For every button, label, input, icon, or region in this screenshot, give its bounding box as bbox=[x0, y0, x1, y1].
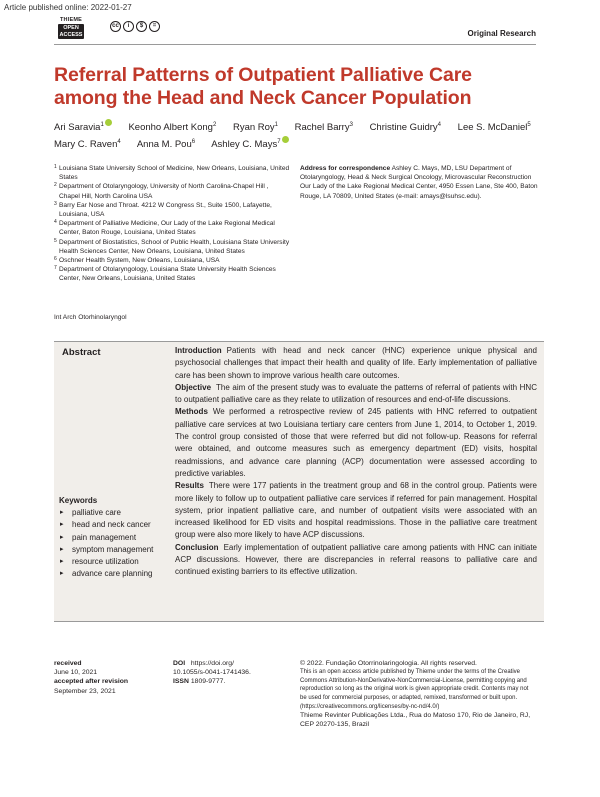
identifiers-block bbox=[173, 659, 283, 687]
author-affiliation-number: 1 bbox=[100, 122, 104, 128]
license-icons bbox=[110, 21, 160, 32]
affiliation bbox=[54, 182, 290, 200]
nc-icon: $ bbox=[136, 21, 147, 32]
affiliation-text: Oschner Health System, New Orleans, Louisiana, USA bbox=[59, 257, 220, 265]
orcid-icon[interactable] bbox=[282, 136, 289, 143]
affiliation-text: Department of Otolaryngology, University of North Carolina-Chapel Hill , Chapel Hill, North Carolina USA bbox=[59, 183, 269, 200]
received-label: received bbox=[54, 660, 82, 667]
affiliation-text: Barry Ear Nose and Throat. 4212 W Congress St., Suite 1500, Lafayette, Louisiana, USA bbox=[59, 201, 272, 219]
nd-icon: = bbox=[149, 21, 160, 32]
by-icon: i bbox=[123, 21, 134, 32]
author-name: Rachel Barry bbox=[294, 122, 350, 134]
abstract-section-text: There were 177 patients in the treatment group and 68 in the control group. Patients were more likely to follow up to outpatient palliative care services if referred for pain management. Hospital system, prior inpatient palliative care, and number of outpatient visits were associated with an increased likelihood for ED visits and hospital readmissions. Those in the palliative care treatment group were also more likely to have ACP discussions. bbox=[175, 481, 537, 540]
received-date: June 10, 2021 bbox=[54, 669, 98, 677]
publication-date: Article published online: 2022-01-27 bbox=[4, 3, 132, 12]
author-name: Lee S. McDaniel bbox=[457, 122, 528, 134]
keyword-item: ▸ symptom management bbox=[59, 544, 171, 556]
issn-number: 1809-9777. bbox=[190, 678, 226, 686]
author bbox=[54, 139, 121, 150]
accepted-label: accepted after revision bbox=[54, 678, 129, 686]
keyword-item: ▸ head and neck cancer bbox=[59, 519, 171, 531]
abstract-section bbox=[175, 480, 537, 541]
author-name: Mary C. Raven bbox=[54, 139, 118, 151]
author-affiliation-number: 5 bbox=[527, 122, 531, 128]
author bbox=[295, 122, 353, 133]
affiliation-number: 7 bbox=[54, 265, 57, 272]
affiliation-text: Department of Otolaryngology, Louisiana State University Health Sciences Center, New Orleans, Louisiana, United States bbox=[59, 266, 276, 283]
abstract-section-text: The aim of the present study was to evaluate the patterns of referral of patients with HNC to outpatient palliative care as they relate to utilization of resources and end-of-life discussions. bbox=[175, 382, 537, 405]
affiliation-number: 5 bbox=[54, 237, 57, 244]
keywords-heading: Keywords bbox=[59, 496, 98, 505]
abstract-section-text: Patients with head and neck cancer (HNC) experience unique physical and psychosocial challenges that impact their health and quality of life. Early implementation of palliative care has been shown to improve various health care outcomes. bbox=[175, 346, 537, 380]
dates-block bbox=[54, 659, 154, 696]
abstract-heading: Abstract bbox=[62, 347, 101, 358]
author-affiliation-number: 2 bbox=[212, 122, 217, 128]
keyword-item: ▸ pain management bbox=[59, 532, 171, 544]
affiliation bbox=[54, 238, 290, 256]
author bbox=[128, 122, 216, 133]
cc-icon: cc bbox=[110, 21, 121, 32]
copyright-block bbox=[300, 659, 536, 730]
issn-label: ISSN bbox=[173, 678, 189, 686]
doi-number[interactable]: 10.1055/s-0041-1741436. bbox=[173, 669, 251, 677]
affiliation-list bbox=[54, 164, 290, 284]
header-rule bbox=[54, 44, 536, 45]
affiliation-number: 1 bbox=[54, 164, 57, 170]
author-list bbox=[54, 118, 554, 152]
correspondence-text: Ashley C. Mays, MD, LSU Department of Otolaryngology, Head & Neck Surgical Oncology, Microvascular Reconstruction Our Lady of the Lake Regional Medical Center, 4950 Essen Lane, Ste 400, Baton Rouge, LA 70809, United States (e-mail: amays@lsuhsc.edu). bbox=[300, 165, 538, 200]
affiliation-number: 6 bbox=[54, 256, 57, 263]
author bbox=[370, 122, 441, 133]
affiliation-number: 3 bbox=[54, 200, 57, 207]
logo-line-2: OPEN bbox=[63, 25, 79, 31]
abstract-section-label: Results bbox=[175, 481, 204, 491]
affiliation-text: Louisiana State University School of Medicine, New Orleans, Louisiana, United States bbox=[59, 165, 290, 182]
article-type: Original Research bbox=[467, 29, 536, 38]
keyword-item: ▸ resource utilization bbox=[59, 556, 171, 568]
affiliation-number: 4 bbox=[54, 219, 57, 226]
affiliation bbox=[54, 265, 290, 283]
keyword-list bbox=[59, 507, 171, 581]
affiliation-text: Department of Palliative Medicine, Our Lady of the Lake Regional Medical Center, Baton Rouge, Louisiana, United States bbox=[59, 220, 275, 237]
author-name: Christine Guidry bbox=[369, 122, 438, 134]
affiliation bbox=[54, 164, 290, 182]
affiliation bbox=[54, 201, 290, 219]
abstract-section bbox=[175, 345, 537, 382]
author bbox=[54, 122, 112, 133]
affiliation bbox=[54, 219, 290, 237]
author-name: Ryan Roy bbox=[232, 122, 275, 134]
author-affiliation-number: 1 bbox=[274, 122, 279, 128]
abstract-section-label: Conclusion bbox=[175, 542, 219, 552]
correspondence-label: Address for correspondence bbox=[300, 165, 391, 172]
keyword-item: ▸ advance care planning bbox=[59, 568, 171, 580]
author-name: Ari Saravia bbox=[54, 122, 101, 134]
affiliation-number: 2 bbox=[54, 182, 57, 189]
abstract-section bbox=[175, 406, 537, 480]
author-affiliation-number: 6 bbox=[191, 139, 196, 146]
journal-name: Int Arch Otorhinolaryngol bbox=[54, 314, 127, 321]
accepted-date: September 23, 2021 bbox=[54, 687, 116, 695]
author-affiliation-number: 7 bbox=[277, 139, 281, 146]
abstract-section bbox=[175, 542, 537, 579]
author-affiliation-number: 4 bbox=[437, 122, 442, 128]
doi-label: DOI bbox=[173, 660, 186, 667]
author-name: Ashley C. Mays bbox=[211, 139, 278, 151]
abstract-section-label: Objective bbox=[175, 382, 212, 392]
abstract-section-text: We performed a retrospective review of 245 patients with HNC referred to outpatient palliative care services at two Louisiana tertiary care centers from June 1, 2014, to October 1, 2019. The control group consisted of those that were referred but did not follow-up. Reasons for referral were obtained, and outcome measures such as emergency department (ED) visits, hospital readmissions, and advance care planning (ACP) documentation were assessed according to predictive variables. bbox=[175, 407, 537, 478]
copyright-line: © 2022. Fundação Otorrinolaringologia. All rights reserved. bbox=[300, 660, 477, 667]
affiliation-text: Department of Biostatistics, School of Public Health, Louisiana State University Health Sciences Center, New Orleans, Louisiana, United States bbox=[59, 238, 290, 255]
publisher-address: Thieme Revinter Publicações Ltda., Rua do Matoso 170, Rio de Janeiro, RJ, CEP 20270-135, Brazil bbox=[300, 712, 531, 729]
author-affiliation-number: 4 bbox=[117, 139, 121, 146]
author-name: Keonho Albert Kong bbox=[128, 122, 213, 134]
abstract-section-label: Methods bbox=[175, 407, 208, 417]
affiliation bbox=[54, 256, 290, 265]
keyword-item: ▸ palliative care bbox=[59, 507, 171, 519]
article-title: Referral Patterns of Outpatient Palliative Care among the Head and Neck Cancer Population bbox=[54, 64, 472, 109]
doi-link[interactable]: https://doi.org/ bbox=[190, 660, 234, 667]
abstract-section bbox=[175, 382, 537, 407]
logo-line-3: ACCESS bbox=[59, 31, 83, 38]
correspondence-block bbox=[300, 164, 540, 201]
author bbox=[458, 122, 531, 133]
logo-line-1: THIEME bbox=[60, 17, 82, 23]
abstract-section-label: Introduction bbox=[175, 346, 222, 355]
license-text: This is an open access article published by Thieme under the terms of the Creative Commons Attribution-NonDerivative-NonCommercial-License, permitting copying and reproduction so long as the original work is given appropriate credit. Contents may not be used for commercial purposes, or adapted, remixed, transformed or built upon. (https://creativecommons.org/licenses/by-nc-nd/4.0/) bbox=[300, 669, 529, 710]
abstract-section-text: Early implementation of outpatient palliative care among patients with HNC can initiate ACP discussions. However, there are discrepancies in referral reasons to palliative care and continued existing barriers to its effective utilization. bbox=[175, 542, 537, 577]
abstract-body bbox=[175, 345, 537, 579]
author bbox=[211, 139, 288, 150]
orcid-icon[interactable] bbox=[105, 119, 112, 126]
author bbox=[137, 139, 195, 150]
author-affiliation-number: 3 bbox=[349, 122, 353, 128]
author bbox=[233, 122, 278, 133]
author-name: Anna M. Pou bbox=[136, 139, 192, 151]
thieme-open-access-logo bbox=[58, 17, 84, 39]
logo-box bbox=[58, 24, 84, 39]
